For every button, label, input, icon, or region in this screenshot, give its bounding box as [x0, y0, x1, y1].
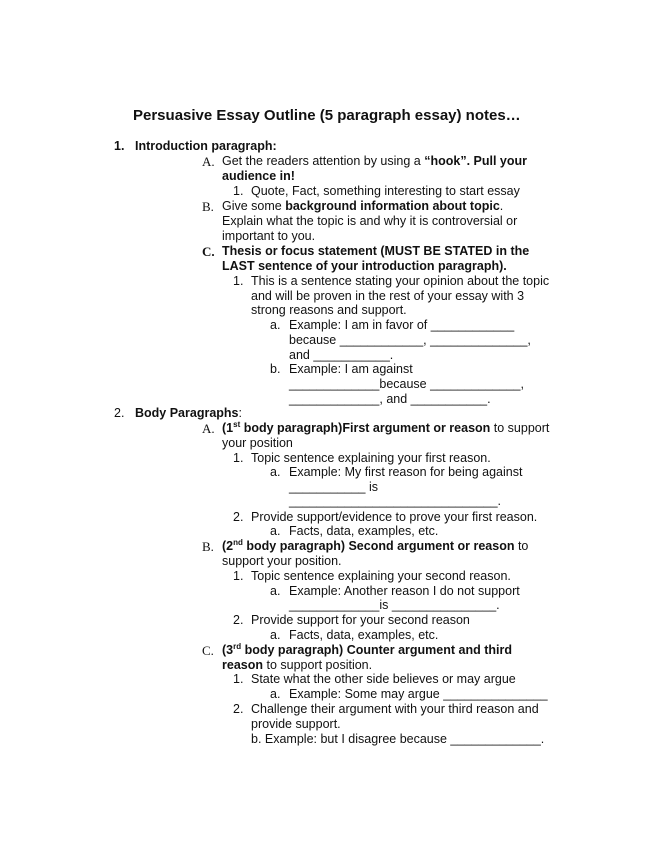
- section-1-number: 1.: [114, 139, 125, 153]
- item-2a-line-2: your position: [222, 436, 293, 450]
- item-1c-marker: C.: [202, 244, 215, 259]
- item-2a-sub-1a-line-3: ______________________________.: [289, 494, 502, 508]
- item-2a-sub-1a-line-1: Example: My first reason for being against: [289, 465, 523, 479]
- item-1a-line-2: audience in!: [222, 169, 295, 183]
- item-2c-sub-2-line-1: Challenge their argument with your third reason and: [251, 702, 539, 716]
- item-2a-sub-1a-marker: a.: [270, 465, 281, 479]
- item-2b-sub-2a-marker: a.: [270, 628, 281, 642]
- item-1b-marker: B.: [202, 199, 214, 214]
- item-1b-line-2: Explain what the topic is and why it is controversial or: [222, 214, 518, 228]
- item-1c-sub-1a-line-2: because ____________, ______________,: [289, 333, 531, 347]
- item-2c-sub-2b-text: b. Example: but I disagree because _____________.: [251, 732, 545, 746]
- item-2b-sub-2-text: Provide support for your second reason: [251, 613, 470, 627]
- item-1c-sub-1b-line-1: Example: I am against: [289, 362, 413, 376]
- item-2b-sub-2a-text: Facts, data, examples, etc.: [289, 628, 439, 642]
- item-2a-sub-1-text: Topic sentence explaining your first reason.: [251, 451, 491, 465]
- item-1c-sub-1b-line-2: _____________because _____________,: [289, 377, 524, 391]
- item-2b-sub-1a-line-2: _____________is _______________.: [289, 598, 500, 612]
- item-1c-sub-1a-line-3: and ___________.: [289, 348, 394, 362]
- item-1b-line-1: Give some background information about topic.: [222, 199, 504, 213]
- item-2c-sub-1a-marker: a.: [270, 687, 281, 701]
- page-title: Persuasive Essay Outline (5 paragraph essay) notes…: [133, 107, 521, 124]
- item-1c-sub-1-line-1: This is a sentence stating your opinion about the topic: [251, 274, 550, 288]
- item-2b-sub-2-number: 2.: [233, 613, 244, 627]
- item-1c-sub-1a-marker: a.: [270, 318, 281, 332]
- item-2c-line-2: reason to support position.: [222, 658, 373, 672]
- item-2a-sub-2a-text: Facts, data, examples, etc.: [289, 524, 439, 538]
- item-1c-sub-1a-line-1: Example: I am in favor of ____________: [289, 318, 515, 332]
- item-2c-sub-1-text: State what the other side believes or may argue: [251, 672, 516, 686]
- item-2a-marker: A.: [202, 421, 215, 436]
- item-2a-sub-1-number: 1.: [233, 451, 244, 465]
- section-2-heading: Body Paragraphs:: [135, 406, 242, 420]
- section-2-number: 2.: [114, 406, 125, 420]
- item-2c-sub-2-number: 2.: [233, 702, 244, 716]
- item-1c-line-2: LAST sentence of your introduction paragraph).: [222, 259, 507, 273]
- item-2b-line-2: support your position.: [222, 554, 342, 568]
- item-1c-sub-1b-line-3: _____________, and ___________.: [289, 392, 491, 406]
- item-2a-sub-2-text: Provide support/evidence to prove your first reason.: [251, 510, 538, 524]
- item-2b-sub-1-text: Topic sentence explaining your second reason.: [251, 569, 511, 583]
- item-2a-sub-2a-marker: a.: [270, 524, 281, 538]
- item-2c-sub-2-line-2: provide support.: [251, 717, 341, 731]
- item-1c-sub-1b-marker: b.: [270, 362, 281, 376]
- item-2c-sub-1-number: 1.: [233, 672, 244, 686]
- item-1b-line-3: important to you.: [222, 229, 316, 243]
- item-1c-sub-1-line-3: strong reasons and support.: [251, 303, 407, 317]
- item-1a-line-1: Get the readers attention by using a “hook”. Pull your: [222, 154, 528, 168]
- item-2b-line-1: (2nd body paragraph) Second argument or reason to: [222, 538, 529, 553]
- item-1a-sub-1-text: Quote, Fact, something interesting to start essay: [251, 184, 520, 198]
- item-2c-line-1: (3rd body paragraph) Counter argument and third: [222, 642, 512, 657]
- item-1c-sub-1-line-2: and will be proven in the rest of your essay with 3: [251, 289, 525, 303]
- item-2a-sub-1a-line-2: ___________ is: [289, 480, 378, 494]
- item-2a-line-1: (1st body paragraph)First argument or reason to support: [222, 420, 550, 435]
- item-2b-marker: B.: [202, 539, 214, 554]
- item-2b-sub-1a-line-1: Example: Another reason I do not support: [289, 584, 520, 598]
- section-1-heading: Introduction paragraph:: [135, 139, 277, 153]
- item-2c-sub-1a-text: Example: Some may argue _______________: [289, 687, 548, 701]
- item-2b-sub-1a-marker: a.: [270, 584, 281, 598]
- item-2c-marker: C.: [202, 643, 214, 658]
- item-1c-line-1: Thesis or focus statement (MUST BE STATED in the: [222, 244, 530, 258]
- item-1a-sub-1-number: 1.: [233, 184, 244, 198]
- item-1c-sub-1-number: 1.: [233, 274, 244, 288]
- item-2a-sub-2-number: 2.: [233, 510, 244, 524]
- item-2b-sub-1-number: 1.: [233, 569, 244, 583]
- item-1a-marker: A.: [202, 154, 215, 169]
